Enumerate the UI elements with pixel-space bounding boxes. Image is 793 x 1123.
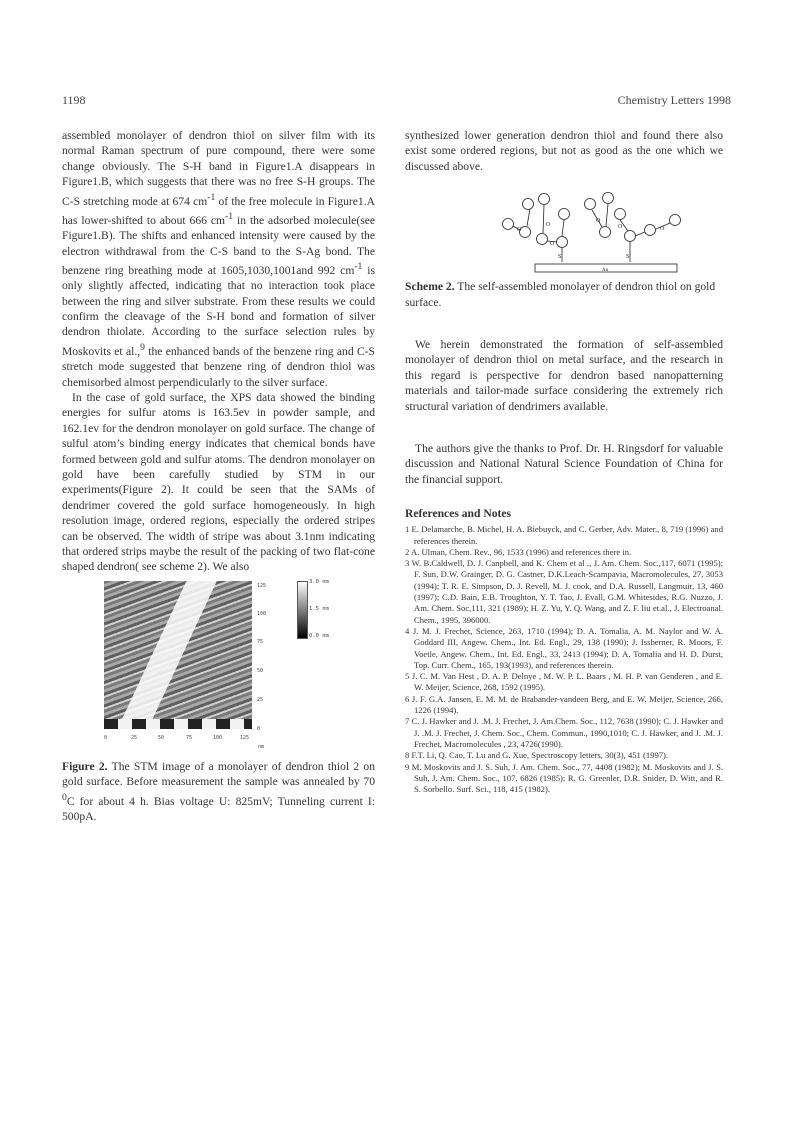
references-heading: References and Notes <box>405 507 512 521</box>
oxygen-label: O <box>618 224 623 231</box>
benzene-ring-icon <box>615 209 626 220</box>
y-tick-label: 0 <box>257 725 261 732</box>
reference-item: 3 W. B.Caldwell, D. J. Canpbell, and K. Chem et al ., J. Am. Chem. Soc.,117, 6071 (1995); F. Sun, D.W. Grainger, D. G. Castner, D.K.Leach-Scampavia, Macromolecules, 27, 3053 (1994); T. R. E. Simpson, D. J. Revell, M. J. cook, and D.A. Russell, Langmuir, 13, 460 (1997); C.D. Bain, E.B. Troughton, Y. T. Tao, J. Evall, G.M. Whitesides, R.G. Nuzzo, J. Am. Chem. Soc,111, 321 (1989); H. Z. Yu, Y. Q. Wang, and Z. F. liu et.al., J. Electroanal. Chem., 1995, 396000. <box>405 558 723 625</box>
bond-line <box>513 205 564 262</box>
reference-item: 2 A. Ulman, Chem. Rev., 96, 1533 (1996) and references there in. <box>405 546 632 557</box>
benzene-ring-icon <box>645 225 656 236</box>
y-tick-label: 125 <box>257 582 267 589</box>
dendron-structure-diagram <box>480 184 705 279</box>
x-tick-label: 50 <box>158 734 165 741</box>
benzene-ring-icon <box>523 199 534 210</box>
figure-2-caption: Figure 2. The STM image of a monolayer of dendron thiol 2 on gold surface. Before measurement the sample was annealed by 70 $^0$C for about 4 h. Bias voltage U: 825mV; Tunneling current I: 500pA. <box>62 759 375 823</box>
right-column <box>405 128 723 795</box>
x-tick-label: 0 <box>104 734 108 741</box>
oxygen-label: O <box>596 218 601 225</box>
benzene-ring-icon <box>600 227 611 238</box>
sulfur-label: S <box>558 254 562 261</box>
page-number: 1198 <box>62 93 86 107</box>
reference-item: 1 E. Delamarche, B. Michel, H. A. Biebuyck, and C. Gerber, Adv. Mater., 8, 719 (1996) and references therein. <box>405 524 723 546</box>
x-tick-label: 25 <box>131 734 138 741</box>
paragraph-lower-generation: synthesized lower generation dendron thiol and found there also exist some ordered regions, but not as good as the one which we discussed above. <box>405 129 723 173</box>
y-tick-label: 25 <box>257 696 264 703</box>
benzene-ring-icon <box>603 193 614 204</box>
oxygen-label: O <box>550 241 555 248</box>
benzene-ring-icon <box>557 237 568 248</box>
oxygen-label: O <box>546 222 551 229</box>
paragraph-acknowledgement: The authors give the thanks to Prof. Dr. H. Ringsdorf for valuable discussion and National Natural Science Foundation of China for the financial support. <box>405 442 723 486</box>
sulfur-label: S <box>626 254 630 261</box>
gold-surface-label: Au <box>602 268 609 274</box>
x-tick-label: 75 <box>186 734 193 741</box>
benzene-ring-icon <box>559 209 570 220</box>
paragraph-gold-surface: In the case of gold surface, the XPS data showed the binding energies for sulfur atoms is 163.5ev in powder sample, and 162.1ev for the dendron monolayer on gold surface. The change of sulful atom’s binding energy indicates that chemical bonds have formed between gold and sulfur atoms. The dendron monolayer on gold have been carefully studied by STM in our experiments(Figure 2). It could be seen that the SAMs of dendrimer covered the gold surface homogeneously. In high resolution image, ordered regions, especially the ordered stripes can be observed. The width of stripe was about 3.1nm indicating that ordered strips maybe the result of the packing of two flat-cone shaped dendron( see scheme 2). We also <box>62 390 375 574</box>
x-tick-label: 100 <box>213 734 223 741</box>
reference-item: 5 J. C. M. Van Hest , D. A. P. Delnye , M. W. P. L. Baars , M. H. P. van Genderen , and E. W. Meijer, Science, 268, 1592 (1995). <box>405 671 723 693</box>
journal-name: Chemistry Letters 1998 <box>617 93 731 107</box>
colorbar-label: 1.5 nm <box>309 605 329 612</box>
benzene-ring-icon <box>537 234 548 245</box>
reference-item: 8 F.T. Li, Q. Cao, T. Lu and G. Xue, Spectroscopy letters, 30(3), 451 (1997). <box>405 750 669 761</box>
height-colorbar <box>297 581 308 639</box>
benzene-ring-icon <box>625 231 636 242</box>
scheme-2-caption: Scheme 2. The self-assembled monolayer of dendron thiol on gold surface. <box>405 280 716 309</box>
oxygen-label: O <box>660 226 665 233</box>
bond-line <box>592 204 670 262</box>
colorbar-label: 0.0 nm <box>309 632 329 639</box>
reference-item: 7 C. J. Hawker and J. .M. J. Frechet, J. Am.Chem. Soc., 112, 7638 (1990); C. J. Hawker and J. .M. J. Frechet, J. Chem. Soc., Chem. Commun., 1990,1010; C. J. Hawker, and J. .M. J. Frechet, Macromolecules , 23, 4726(1990). <box>405 716 723 749</box>
y-tick-label: 100 <box>257 610 267 617</box>
benzene-ring-icon <box>585 199 596 210</box>
y-tick-label: 75 <box>257 638 264 645</box>
reference-item: 6 J. F. G.A. Jansen, E. M. M. de Brabander-vandeen Berg, and E. W. Meijer, Science, 266, 1226 (1994). <box>405 693 723 716</box>
benzene-ring-icon <box>670 215 681 226</box>
figure-2-stm <box>62 578 375 831</box>
x-tick-label: 125 <box>240 734 250 741</box>
references-list <box>405 524 723 795</box>
axis-unit-label: nm <box>258 743 265 750</box>
colorbar-label: 3.0 nm <box>309 578 329 585</box>
oxygen-label: O <box>517 227 522 234</box>
benzene-ring-icon <box>503 219 514 230</box>
paragraph-raman-analysis: assembled monolayer of dendron thiol on silver film with its normal Raman spectrum of pure compound, there were some change obviously. The S-H band in Figure1.A disappears in Figure1.B, which suggests that there was no free S-H groups. The C-S stretching mode at 674 $cm^{-1}$ of the free molecule in Figure1.A has lower-shifted to about 666 $cm^{-1}$ in the adsorbed molecule(see Figure1.B). The shifts and enhanced intensity were caused by the electron withdrawal from the C-S band to the S-Ag bond. The benzene ring breathing mode at 1605,1030,1001and 992 $cm^{-1}$ is only slightly affected, indicating that no interaction took place between the ring and silver substrate. From these results we could confirm the cleavage of the S-H bond and formation of silver dendron thiolate. According to the surface selection rules by Moskovits et al.,$^9$ the enhanced bands of the benzene ring and C-S stretch mode suggested that benzene ring of dendron thiol was chemisorbed almost perpendicularly to the silver surface. <box>62 129 376 389</box>
reference-item: 9 M. Moskovits and J. S. Suh, J. Am. Chem. Soc., 77, 4408 (1982); M. Moskovits and J. S. Suh, J. Am. Chem. Soc., 107, 6826 (1985); R. G. Greenler, D.R. Snider, D. Witt, and R. S. Sorbello. Surf. Sci., 118, 415 (1982). <box>405 761 723 795</box>
left-column <box>62 128 375 831</box>
scheme-2 <box>405 184 723 279</box>
stm-image <box>104 581 252 729</box>
paragraph-conclusion: We herein demonstrated the formation of self-assembled monolayer of dendron thiol on metal surface, and the research in this regard is perspective for dendron based nanopatterning materials and tailor-made surface considering the extremely rich structural variation of dendrimers available. <box>405 338 723 413</box>
benzene-ring-icon <box>539 194 550 205</box>
reference-item: 4 J. M. J. Frechet, Science, 263, 1710 (1994); D. A. Tomalia, A. M. Naylor and W. A. Goddard III, Angew. Chem., Int. Ed. Engl., 29, 138 (1990); J. Issberner, R. Moors, F. Voetle, Angew. Chem., Int. Ed. Engl., 33, 2413 (1994); D. A. Tomalia and H. D. Durst, Top. Curr. Chem., 165, 193(1993), and references therein. <box>405 625 723 670</box>
y-tick-label: 50 <box>257 667 264 674</box>
